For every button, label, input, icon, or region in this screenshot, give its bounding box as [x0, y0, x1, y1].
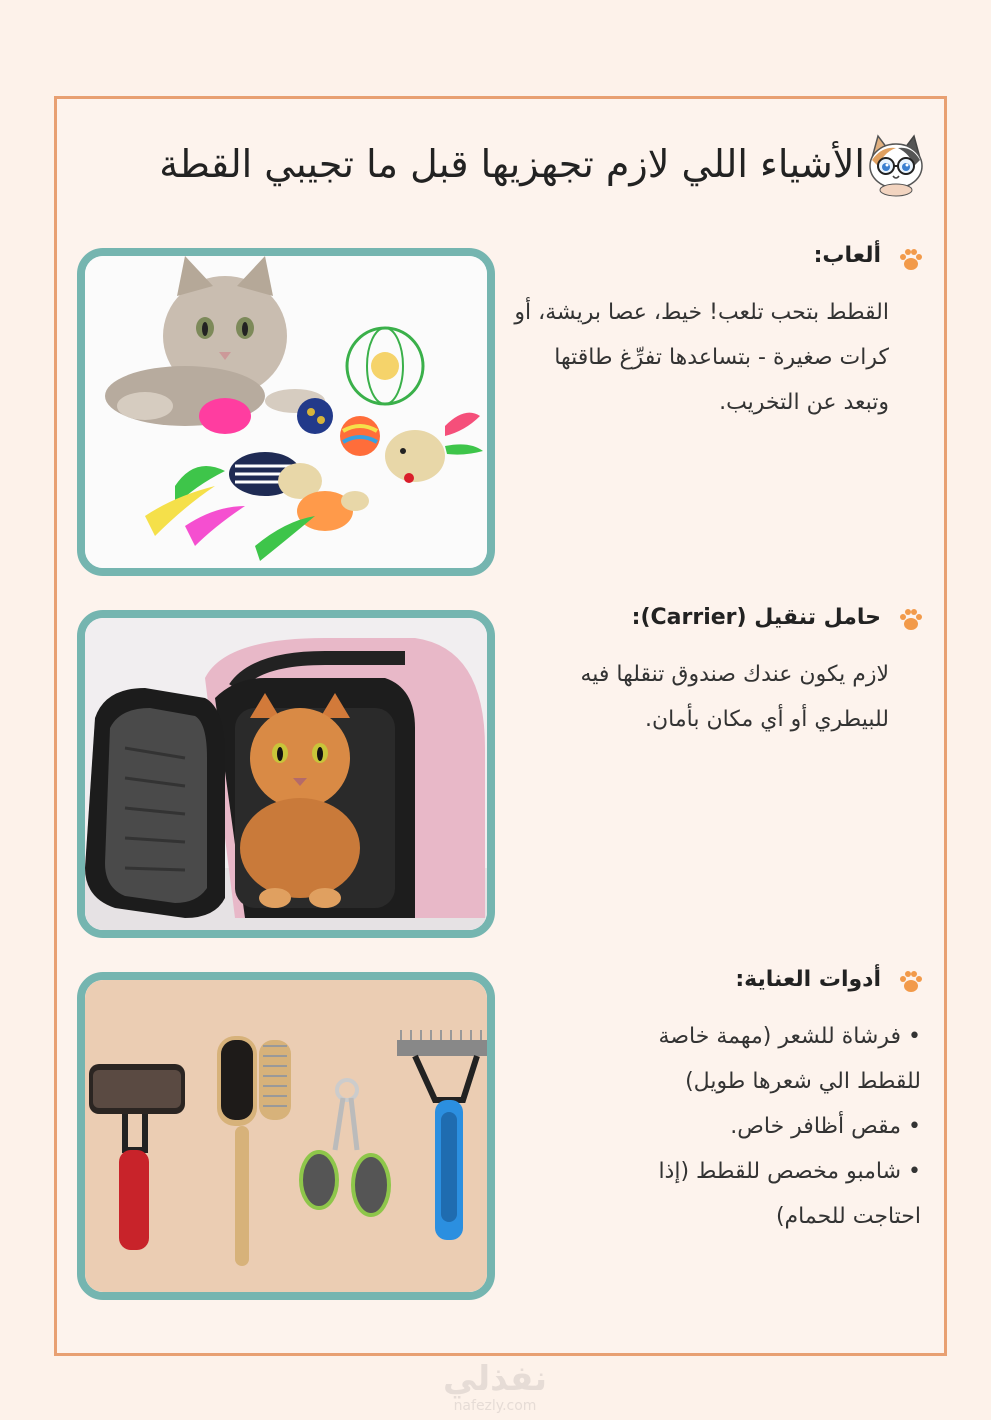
paw-icon — [898, 968, 924, 994]
section-heading-grooming: أدوات العناية: — [735, 967, 881, 992]
list-item: • مقص أظافر خاص. — [591, 1104, 921, 1149]
watermark — [380, 1360, 610, 1414]
list-item: • شامبو مخصص للقطط (إذا احتاجت للحمام) — [591, 1149, 921, 1239]
section-text-carrier: لازم يكون عندك صندوق تنقلها فيه للبيطري أو أي مكان بأمان. — [580, 662, 889, 732]
watermark-url: nafezly.com — [453, 1398, 537, 1414]
section-heading-carrier: حامل تنقيل (Carrier): — [631, 605, 881, 630]
toys-image — [77, 248, 495, 576]
cat-with-glasses-icon — [862, 130, 930, 198]
section-text-toys: القطط بتحب تلعب! خيط، عصا بريشة، أو كرات صغيرة - بتساعدها تفرِّغ طاقتها وتبعد عن التخريب. — [514, 300, 889, 415]
grooming-list — [591, 1014, 921, 1239]
carrier-image — [77, 610, 495, 938]
paw-icon — [898, 246, 924, 272]
page-title: الأشياء اللي لازم تجهزيها قبل ما تجيبي القطة — [159, 142, 865, 186]
watermark-logo: نفذلي — [442, 1359, 548, 1399]
paw-icon — [898, 606, 924, 632]
grooming-tools-image — [77, 972, 495, 1300]
list-item: • فرشاة للشعر (مهمة خاصة للقطط الي شعرها طويل) — [591, 1014, 921, 1104]
section-heading-toys: ألعاب: — [813, 243, 881, 268]
